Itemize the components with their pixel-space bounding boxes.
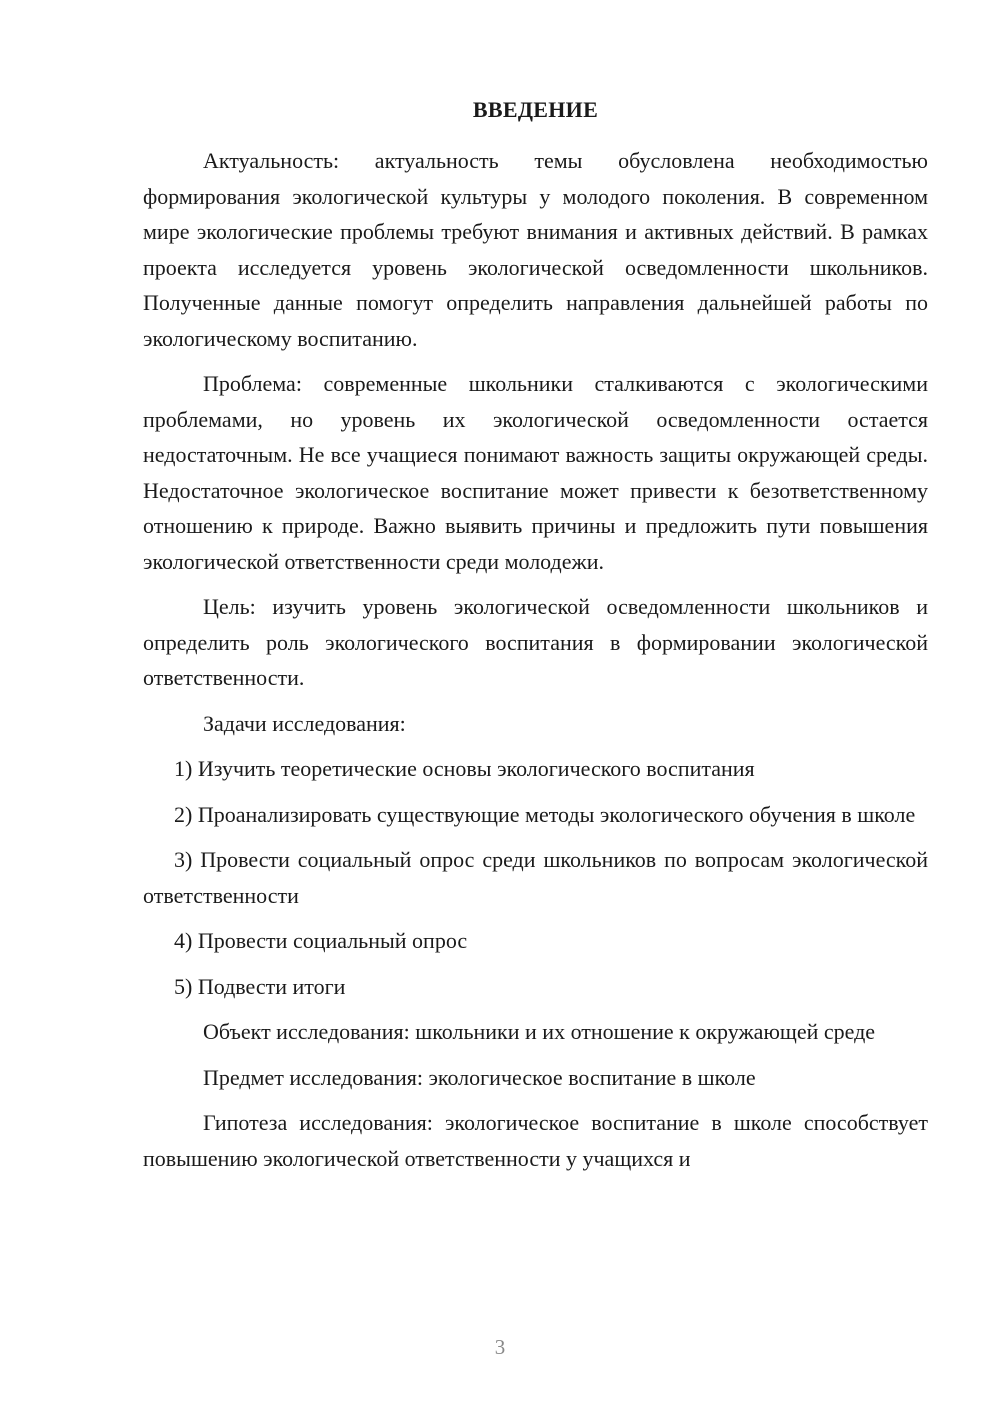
paragraph-problem: Проблема: современные школьники сталкиваются с экологическими проблемами, но уровень их экологической осведомленности остается недостаточным. Не все учащиеся понимают важность защиты окружающей среды. Недостаточное экологическое воспитание может привести к безответственному отношению к природе. Важно выявить причины и предложить пути повышения экологической ответственности среди молодежи. [143, 371, 928, 574]
task-item-4: 4) Провести социальный опрос [174, 928, 468, 953]
page-title: ВВЕДЕНИЕ [472, 97, 599, 122]
paragraph-subject: Предмет исследования: экологическое воспитание в школе [203, 1064, 756, 1090]
task-item-2: 2) Проанализировать существующие методы экологического обучения в школе [174, 801, 916, 827]
tasks-heading: Задачи исследования: [203, 710, 406, 736]
document-page [143, 95, 928, 1186]
paragraph-goal: Цель: изучить уровень экологической осведомленности школьников и определить роль экологического воспитания в формировании экологической ответственности. [143, 594, 928, 690]
task-item-5: 5) Подвести итоги [174, 973, 346, 999]
paragraph-hypothesis: Гипотеза исследования: экологическое воспитание в школе способствует повышению экологической ответственности у учащихся и [143, 1110, 928, 1171]
task-item-3: 3) Провести социальный опрос среди школьников по вопросам экологической ответственности [143, 847, 928, 908]
task-item-1: 1) Изучить теоретические основы экологического воспитания [174, 756, 755, 781]
paragraph-relevance: Актуальность: актуальность темы обусловлена необходимостью формирования экологической культуры у молодого поколения. В современном мире экологические проблемы требуют внимания и активных действий. В рамках проекта исследуется уровень экологической осведомленности школьников. Полученные данные помогут определить направления дальнейшей работы по экологическому воспитанию. [143, 148, 928, 351]
page-number: 3 [494, 1335, 506, 1359]
paragraph-object: Объект исследования: школьники и их отношение к окружающей среде [203, 1019, 876, 1044]
